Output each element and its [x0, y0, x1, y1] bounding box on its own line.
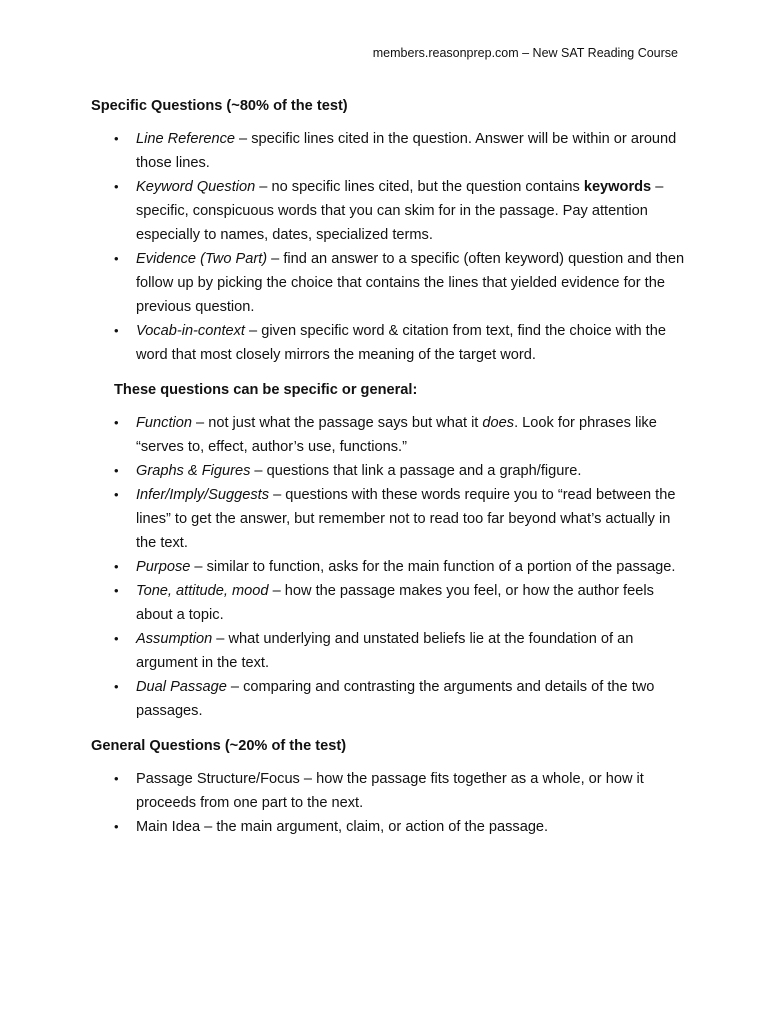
item-text: questions with these words require you to “read between the lines” to get the answer, but remember not to read too far beyond what’s actually in the text. — [136, 487, 676, 551]
item-dash: – — [244, 323, 262, 339]
bullet-icon: • — [114, 323, 119, 338]
item-term: Evidence (Two Part) — [136, 251, 268, 267]
item-term: Main Idea — [136, 819, 201, 835]
item-dash: – — [299, 771, 317, 787]
list-item — [91, 815, 691, 839]
page-header: members.reasonprep.com – New SAT Reading Course — [372, 46, 678, 60]
list-item — [91, 675, 691, 723]
list-item — [91, 459, 691, 483]
bullet-icon: • — [114, 631, 119, 646]
item-dash: – — [268, 583, 285, 599]
document-body — [91, 94, 691, 850]
item-dash: – — [234, 131, 252, 147]
item-term: Dual Passage — [136, 679, 227, 695]
bullet-icon: • — [114, 179, 119, 194]
bullet-icon: • — [114, 819, 119, 834]
specific-questions-list — [91, 127, 691, 367]
bullet-icon: • — [114, 679, 119, 694]
item-text: the main argument, claim, or action of the passage. — [216, 819, 549, 835]
item-dash: – — [191, 415, 209, 431]
item-text: comparing and contrasting the arguments and details of the two passages. — [136, 679, 655, 719]
general-questions-list — [91, 767, 691, 839]
specific-or-general-heading: These questions can be specific or general: — [114, 382, 418, 398]
bullet-icon: • — [114, 251, 119, 266]
list-item — [91, 555, 691, 579]
item-text: given specific word & citation from text, find the choice with the word that most closely mirrors the meaning of the target word. — [136, 323, 666, 363]
bullet-icon: • — [114, 771, 119, 786]
item-text: how the passage makes you feel, or how the author feels about a topic. — [136, 583, 654, 623]
specific-or-general-list — [91, 411, 691, 723]
bullet-icon: • — [114, 415, 119, 430]
general-questions-heading: General Questions (~20% of the test) — [91, 738, 347, 754]
item-italic-word: does — [482, 415, 515, 431]
item-bold-keyword: keywords — [583, 179, 652, 195]
item-text: questions that link a passage and a graph/figure. — [266, 463, 582, 479]
item-text: specific lines cited in the question. Answer will be within or around those lines. — [136, 131, 677, 171]
list-item — [91, 767, 691, 815]
specific-questions-heading: Specific Questions (~80% of the test) — [91, 98, 348, 114]
item-term: Infer/Imply/Suggests — [136, 487, 270, 503]
list-item — [91, 627, 691, 675]
list-item — [91, 319, 691, 367]
list-item — [91, 579, 691, 627]
bullet-icon: • — [114, 463, 119, 478]
item-dash: – — [250, 463, 267, 479]
item-dash: – — [269, 487, 286, 503]
bullet-icon: • — [114, 131, 119, 146]
item-text: find an answer to a specific (often keyword) question and then follow up by picking the choice that contains the lines that yielded evidence for the previous question. — [136, 251, 685, 315]
list-item — [91, 483, 691, 555]
bullet-icon: • — [114, 559, 119, 574]
item-dash: – — [226, 679, 244, 695]
item-text: . Look for phrases like “serves to, effect, author’s use, functions.” — [136, 415, 657, 455]
item-dash: – — [200, 819, 217, 835]
item-term: Keyword Question — [136, 179, 256, 195]
item-dash: – — [212, 631, 229, 647]
item-term: Function — [136, 415, 192, 431]
item-dash: – — [190, 559, 207, 575]
item-text: similar to function, asks for the main function of a portion of the passage. — [206, 559, 676, 575]
item-term: Graphs & Figures — [136, 463, 251, 479]
list-item — [91, 411, 691, 459]
item-text: – specific, conspicuous words that you can skim for in the passage. Pay attention especially to names, dates, specialized terms. — [136, 179, 664, 243]
item-term: Purpose — [136, 559, 191, 575]
item-term: Line Reference — [136, 131, 235, 147]
list-item — [91, 247, 691, 319]
item-text: not just what the passage says but what it — [208, 415, 483, 431]
item-text: how the passage fits together as a whole, or how it proceeds from one part to the next. — [136, 771, 644, 811]
item-text: no specific lines cited, but the question contains — [271, 179, 584, 195]
item-dash: – — [255, 179, 272, 195]
bullet-icon: • — [114, 487, 119, 502]
item-term: Assumption — [136, 631, 213, 647]
item-term: Tone, attitude, mood — [136, 583, 269, 599]
item-text: what underlying and unstated beliefs lie at the foundation of an argument in the text. — [136, 631, 634, 671]
item-dash: – — [267, 251, 284, 267]
bullet-icon: • — [114, 583, 119, 598]
item-term: Passage Structure/Focus — [136, 771, 300, 787]
item-term: Vocab-in-context — [136, 323, 245, 339]
list-item — [91, 175, 691, 247]
list-item — [91, 127, 691, 175]
